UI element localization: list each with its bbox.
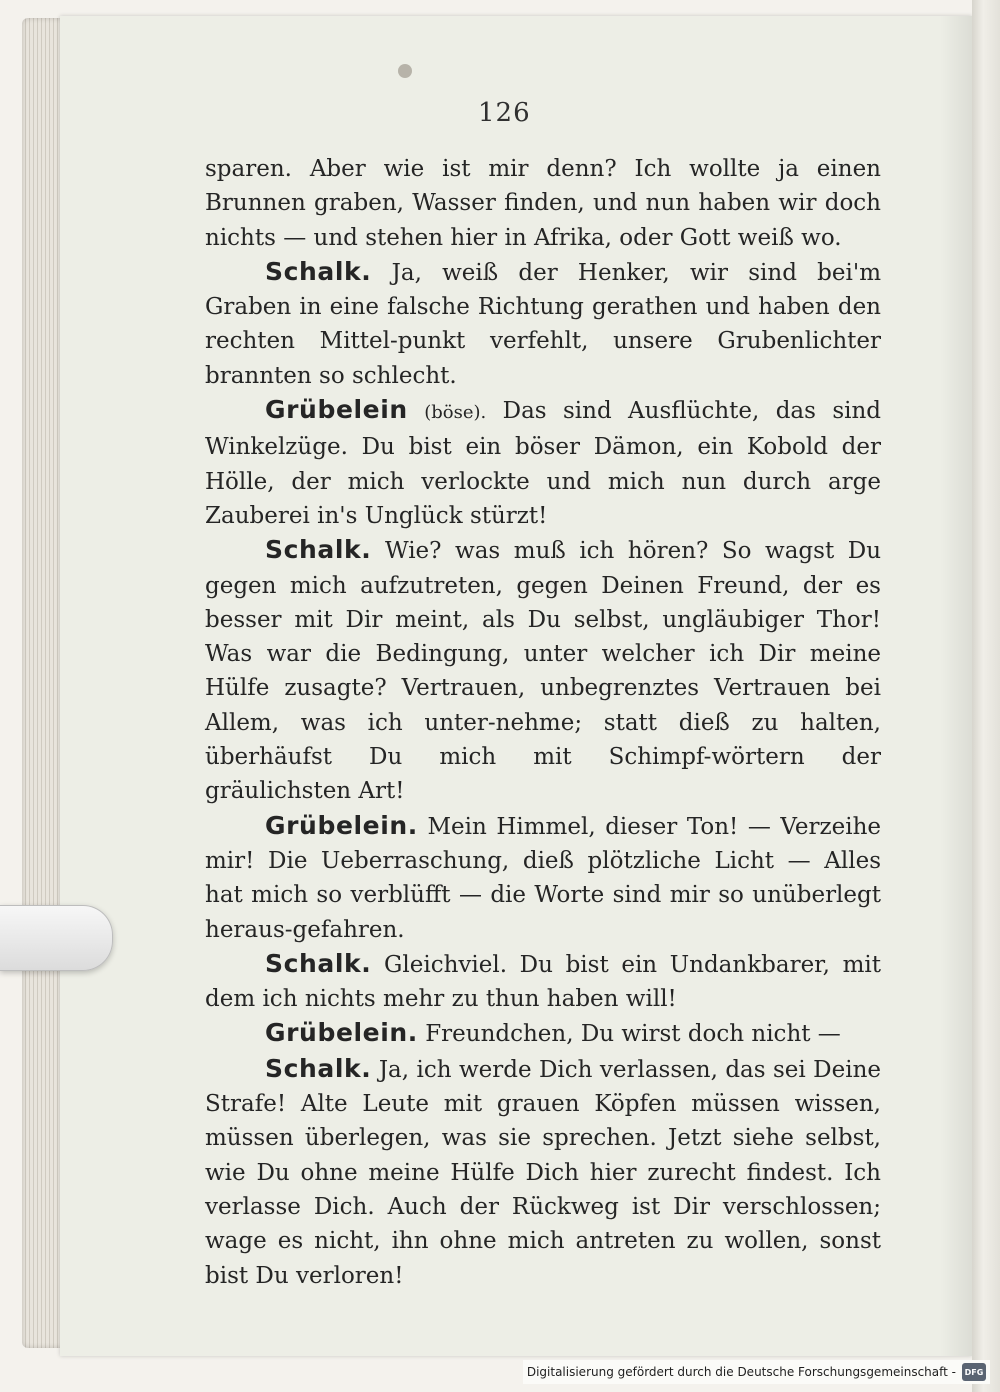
speech-text: Das sind Ausflüchte, das sind Winkelzüge. Du bist ein böser Dämon, ein Kobold der Hölle, der mich verlockte und mich nun durch arge Zauberei in's Unglück stürzt! xyxy=(205,398,882,529)
speech-text: Ja, weiß der Henker, wir sind bei'm Graben in eine falsche Richtung gerathen und haben den rechten Mittel-punkt verfehlt, unsere Grubenlichter brannten so schlecht. xyxy=(205,259,882,389)
speech-paragraph xyxy=(205,255,881,393)
speaker-name: Grübelein. xyxy=(265,1018,418,1048)
speech-text: Mein Himmel, dieser Ton! — Verzeihe mir! Die Ueberraschung, dieß plötzliche Licht — Alles hat mich so verblüfft — die Worte sind mir so unüberlegt heraus-gefahren. xyxy=(205,813,882,943)
stage-direction: (böse). xyxy=(424,402,487,424)
speech-paragraph xyxy=(205,947,881,1017)
dfg-logo: DFG xyxy=(962,1363,986,1381)
adjacent-page-edge xyxy=(972,0,1000,1392)
page-clip xyxy=(0,905,113,971)
spine-shadow xyxy=(940,16,974,1356)
text-block xyxy=(205,152,881,1293)
speaker-name: Schalk. xyxy=(265,535,372,565)
speech-paragraph xyxy=(205,393,881,533)
speaker-name: Grübelein. xyxy=(265,810,418,840)
continued-paragraph xyxy=(205,152,881,255)
ink-spot xyxy=(398,64,412,78)
speech-text: Ja, ich werde Dich verlassen, das sei Deine Strafe! Alte Leute mit grauen Köpfen müssen wissen, müssen überlegen, was sie sprechen. Jetzt siehe selbst, wie Du ohne meine Hülfe Dich hier zurecht findest. Ich verlasse Dich. Auch der Rückweg ist Dir verschlossen; wage es nicht, ihn ohne mich antreten zu wollen, sonst bist Du verloren! xyxy=(205,1056,881,1289)
speech-paragraph xyxy=(205,1052,881,1293)
speaker-name: Schalk. xyxy=(265,1053,372,1083)
speech-paragraph xyxy=(205,809,881,947)
digitization-footer xyxy=(523,1360,990,1384)
speaker-name: Grübelein xyxy=(265,395,408,425)
speech-text: Gleichviel. Du bist ein Undankbarer, mit dem ich nichts mehr zu thun haben will! xyxy=(205,951,882,1013)
speech-text: Freundchen, Du wirst doch nicht — xyxy=(425,1021,841,1048)
continued-text: sparen. Aber wie ist mir denn? Ich wollte ja einen Brunnen graben, Wasser finden, und nun haben wir doch nichts — und stehen hier in Afrika, oder Gott weiß wo. xyxy=(205,156,881,251)
speaker-name: Schalk. xyxy=(265,948,372,978)
speaker-name: Schalk. xyxy=(265,256,372,286)
page-number: 126 xyxy=(478,98,531,128)
speech-text: Wie? was muß ich hören? So wagst Du gegen mich aufzutreten, gegen Deinen Freund, der es besser mit Dir meint, als Du selbst, ungläubiger Thor! Was war die Bedingung, unter welcher ich Dir meine Hülfe zusagte? Vertrauen, unbegrenztes Vertrauen bei Allem, was ich unter-nehme; statt dieß zu halten, überhäufst Du mich mit Schimpf-wörtern der gräulichsten Art! xyxy=(205,538,882,805)
footer-credit: Digitalisierung gefördert durch die Deutsche Forschungsgemeinschaft - xyxy=(526,1365,956,1379)
speech-paragraph xyxy=(205,533,881,808)
speech-paragraph xyxy=(205,1016,881,1051)
